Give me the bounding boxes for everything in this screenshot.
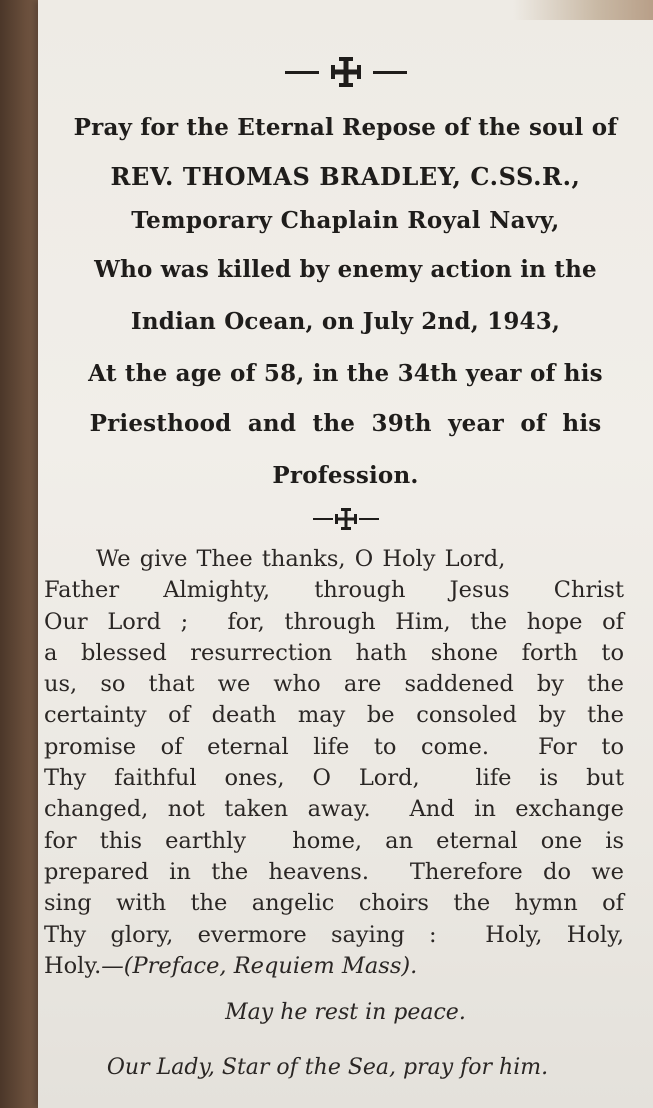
header-line-2: Indian Ocean, on July 2nd, 1943, [130, 308, 561, 335]
prayer-line: Thy glory, evermore saying : Holy, Holy, [44, 921, 624, 948]
ornament-dash-left [313, 518, 333, 520]
prayer-line: We give Thee thanks, O Holy Lord, [96, 546, 506, 572]
prayer-citation: —(Preface, Requiem Mass). [101, 952, 418, 979]
memorial-card [38, 0, 653, 1108]
ornament-dash-left [285, 71, 319, 74]
prayer-line: Our Lord ; for, through Him, the hope of [44, 608, 624, 635]
prayer-line: us, so that we who are saddened by the [44, 671, 624, 698]
header-line-3: At the age of 58, in the 34th year of his [88, 360, 603, 387]
cross-pattee-icon [335, 508, 357, 530]
prayer-line: Thy faithful ones, O Lord, life is but [44, 765, 624, 792]
prayer-line: certainty of death may be consoled by the [44, 702, 624, 729]
prayer-final-line [44, 951, 624, 982]
header-line-4: Priesthood and the 39th year of his [89, 410, 602, 437]
deceased-name: REV. THOMAS BRADLEY, C.SS.R., [110, 162, 581, 191]
top-ornament [38, 56, 653, 88]
ornament-dash-right [373, 71, 407, 74]
header-intro: Pray for the Eternal Repose of the soul of [73, 114, 618, 141]
prayer-line: promise of eternal life to come. For to [44, 733, 624, 760]
invocation: Our Lady, Star of the Sea, pray for him. [106, 1055, 549, 1080]
card-corner-shadow [513, 0, 653, 20]
header-line-1: Who was killed by enemy action in the [94, 256, 597, 283]
prayer-line: changed, not taken away. And in exchange [44, 796, 624, 823]
prayer-line: for this earthly home, an eternal one is [44, 827, 624, 854]
prayer-line: prepared in the heavens. Therefore do we [44, 858, 624, 885]
deceased-role: Temporary Chaplain Royal Navy, [131, 207, 560, 234]
prayer-line: a blessed resurrection hath shone forth to [44, 639, 624, 666]
rest-in-peace: May he rest in peace. [225, 1000, 466, 1025]
ornament-dash-right [359, 518, 379, 520]
prayer-text [44, 544, 624, 982]
prayer-line: sing with the angelic choirs the hymn of [44, 890, 624, 917]
prayer-final-prefix: Holy. [44, 952, 102, 979]
cross-pattee-icon [331, 57, 361, 87]
prayer-line: Father Almighty, through Jesus Christ [44, 577, 624, 604]
middle-ornament [38, 506, 653, 532]
header-line-5: Profession. [272, 462, 419, 489]
